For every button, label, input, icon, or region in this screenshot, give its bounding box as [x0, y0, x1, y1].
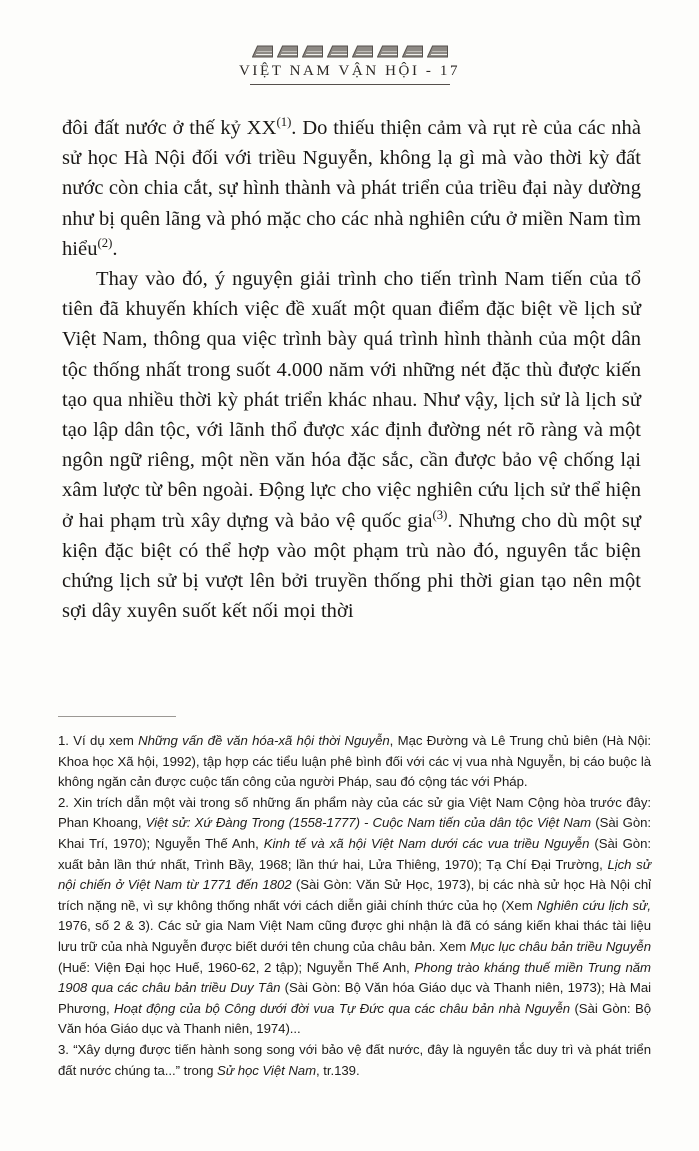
page-header [0, 40, 699, 85]
cited-title: Lịch sử nội chiến ở Việt Nam từ 1771 đến 1802 [58, 856, 651, 893]
cited-title: Những vấn đề văn hóa-xã hội thời Nguyễn [138, 733, 390, 748]
cited-title: Nghiên cứu lịch sử, [536, 897, 651, 913]
banner-ornament-icon [252, 45, 273, 58]
footnote-2: 2. Xin trích dẫn một vài trong số những ấn phẩm này của các sử gia Việt Nam Cộng hòa trước đây: Phan Khoang, Việt sử: Xứ Đàng Trong (1558-1777) - Cuộc Nam tiến của dân tộc Việt Nam (Sài Gòn: Khai Trí, 1970); Nguyễn Thế Anh, Kinh tế và xã hội Việt Nam dưới các vua triều Nguyễn (Sài Gòn: xuất bản lần thứ nhất, Trình Bầy, 1968; lần thứ hai, Lửa Thiêng, 1970); Tạ Chí Đại Trường, Lịch sử nội chiến ở Việt Nam từ 1771 đến 1802 (Sài Gòn: Văn Sử Học, 1973), bị các nhà sử học Hà Nội chỉ trích nặng nề, vì sự không thống nhất với cách diễn giải chính thức của họ (Xem Nghiên cứu lịch sử, 1976, số 2 & 3). Các sử gia Nam Việt Nam cũng được ghi nhận là đã có sáng kiến khai thác tài liệu lưu trữ của nhà Nguyễn được biết dưới tên chung của châu bản. Xem Mục lục châu bản triều Nguyễn (Huế: Viện Đại học Huế, 1960-62, 2 tập); Nguyễn Thế Anh, Phong trào kháng thuế miền Trung năm 1908 qua các châu bản triều Duy Tân (Sài Gòn: Bộ Văn hóa Giáo dục và Thanh niên, 1973); Hà Mai Phương, Hoạt động của bộ Công dưới đời vua Tự Đức qua các châu bản nhà Nguyễn (Sài Gòn: Bộ Văn hóa Giáo dục và Thanh niên, 1974)... [58, 794, 651, 1037]
running-title: VIỆT NAM VẬN HỘI - 17 [238, 63, 461, 79]
footnotes-section [58, 716, 651, 1081]
footnote-1: 1. Ví dụ xem Những vấn đề văn hóa-xã hội thời Nguyễn, Mạc Đường và Lê Trung chủ biên (Hà Nội: Khoa học Xã hội, 1992), tập hợp các tiểu luận phê bình đối với các vị vua nhà Nguyễn, bị cáo buộc là không ngăn cản được cuộc tấn công của người Pháp, sau đó cộng tác với Pháp. [58, 733, 652, 790]
banner-ornament-icon [302, 45, 323, 58]
cited-title: Kinh tế và xã hội Việt Nam dưới các vua triều Nguyễn [263, 835, 590, 851]
banner-ornament-icon [327, 45, 348, 58]
banner-ornament-icon [277, 45, 298, 58]
banner-ornament-icon [377, 45, 398, 58]
footnote-divider [58, 716, 176, 717]
footnote-marker[interactable]: (2) [97, 235, 113, 250]
banner-ornament-icon [402, 45, 423, 58]
footnote-list [58, 731, 651, 1081]
cited-title: Mục lục châu bản triều Nguyễn [469, 938, 651, 954]
footnote-marker[interactable]: (3) [432, 507, 448, 522]
paragraph-1: đôi đất nước ở thế kỷ XX$^{(1)}$. Do thiếu thiện cảm và rụt rè của các nhà sử học Hà Nội đối với triều Nguyễn, không lạ gì mà vào thời kỳ đất nước còn chia cắt, sự hình thành và phát triển của triều đại này dường như bị quên lãng và phó mặc cho các nhà nghiên cứu ở miền Nam tìm hiểu$^{(2)}$. [62, 115, 641, 260]
ornament-row [252, 40, 448, 58]
header-divider [250, 84, 450, 85]
banner-ornament-icon [352, 45, 373, 58]
cited-title: Sử học Việt Nam [217, 1062, 317, 1078]
paragraph-2: Thay vào đó, ý nguyện giải trình cho tiến trình Nam tiến của tổ tiên đã khuyến khích việc đề xuất một quan điểm đặc biệt về lịch sử Việt Nam, thông qua việc trình bày quá trình hình thành của một dân tộc thống nhất trong suốt 4.000 năm với những nét đặc thù được kiến tạo qua nhiều thời kỳ phát triển khác nhau. Như vậy, lịch sử là lịch sử tạo lập dân tộc, với lãnh thổ được xác định đường nét rõ ràng và một ngôn ngữ riêng, một nền văn hóa đặc sắc, cần được bảo vệ chống lại xâm lược từ bên ngoài. Động lực cho việc nghiên cứu lịch sử thể hiện ở hai phạm trù xây dựng và bảo vệ quốc gia$^{(3)}$. Nhưng cho dù một sự kiện đặc biệt có thể hợp vào một phạm trù nào đó, nguyên tắc biện chứng lịch sử bị vượt lên bởi truyền thống phi thời gian tạo nên một sợi dây xuyên suốt kết nối mọi thời [62, 268, 642, 623]
cited-title: Phong trào kháng thuế miền Trung năm 1908 qua các châu bản triều Duy Tân [58, 959, 651, 996]
footnote-3: 3. “Xây dựng được tiến hành song song với bảo vệ đất nước, đây là nguyên tắc duy trì và phát triển đất nước chúng ta...” trong Sử học Việt Nam, tr.139. [58, 1041, 651, 1078]
cited-title: Hoạt động của bộ Công dưới đời vua Tự Đức qua các châu bản nhà Nguyễn [114, 1000, 571, 1016]
body-text [62, 113, 641, 626]
cited-title: Việt sử: Xứ Đàng Trong (1558-1777) - Cuộc Nam tiến của dân tộc Việt Nam [145, 815, 592, 831]
book-page [0, 40, 699, 1151]
footnote-marker[interactable]: (1) [276, 115, 292, 130]
banner-ornament-icon [427, 45, 448, 58]
